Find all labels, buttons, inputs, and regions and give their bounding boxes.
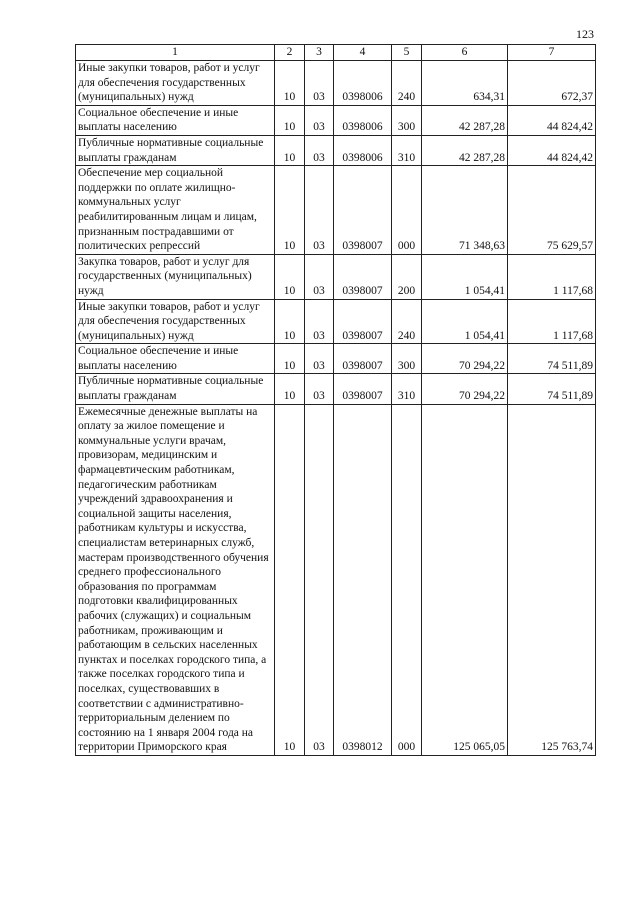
row-expense-type: 200 — [392, 254, 422, 299]
row-expense-type: 300 — [392, 344, 422, 374]
table-row — [76, 404, 596, 755]
table-header-row — [76, 45, 596, 61]
row-name: Закупка товаров, работ и услуг для государственных (муниципальных) нужд — [76, 254, 275, 299]
row-target-code: 0398006 — [334, 135, 392, 165]
table-row — [76, 299, 596, 344]
row-name: Иные закупки товаров, работ и услуг для обеспечения государственных (муниципальных) нужд — [76, 299, 275, 344]
row-subsection: 03 — [305, 404, 334, 755]
row-amount-year2: 74 511,89 — [508, 374, 596, 404]
column-header: 3 — [305, 45, 334, 61]
table-row — [76, 374, 596, 404]
row-amount-year2: 74 511,89 — [508, 344, 596, 374]
row-expense-type: 000 — [392, 166, 422, 255]
row-section: 10 — [275, 299, 305, 344]
row-subsection: 03 — [305, 166, 334, 255]
row-amount-year2: 1 117,68 — [508, 254, 596, 299]
row-amount-year1: 42 287,28 — [422, 105, 508, 135]
row-amount-year1: 71 348,63 — [422, 166, 508, 255]
column-header: 7 — [508, 45, 596, 61]
row-expense-type: 000 — [392, 404, 422, 755]
row-subsection: 03 — [305, 135, 334, 165]
row-subsection: 03 — [305, 105, 334, 135]
row-section: 10 — [275, 166, 305, 255]
row-amount-year1: 1 054,41 — [422, 254, 508, 299]
row-target-code: 0398007 — [334, 344, 392, 374]
row-name: Ежемесячные денежные выплаты на оплату за жилое помещение и коммунальные услуги врачам, провизорам, медицинским и фармацевтическим работникам, педагогическим работникам учреждений здравоохранения и социальной защиты населения, работникам культуры и искусства, специалистам ветеринарных служб, мастерам производственного обучения среднего профессионального образования по программам подготовки квалифицированных рабочих (служащих) и социальным работникам, проживающим и работающим в сельских населенных пунктах и поселках городского типа, а также поселках городского типа и поселках, существовавших в соответствии с административно-территориальным делением по состоянию на 1 января 2004 года на территории Приморского края — [76, 404, 275, 755]
row-subsection: 03 — [305, 299, 334, 344]
table-row — [76, 105, 596, 135]
row-target-code: 0398006 — [334, 61, 392, 106]
column-header: 2 — [275, 45, 305, 61]
row-expense-type: 300 — [392, 105, 422, 135]
row-amount-year1: 42 287,28 — [422, 135, 508, 165]
row-amount-year2: 125 763,74 — [508, 404, 596, 755]
row-amount-year2: 672,37 — [508, 61, 596, 106]
row-target-code: 0398007 — [334, 299, 392, 344]
row-section: 10 — [275, 61, 305, 106]
row-target-code: 0398007 — [334, 254, 392, 299]
row-amount-year2: 44 824,42 — [508, 135, 596, 165]
row-amount-year2: 75 629,57 — [508, 166, 596, 255]
row-target-code: 0398007 — [334, 374, 392, 404]
row-section: 10 — [275, 374, 305, 404]
row-amount-year2: 44 824,42 — [508, 105, 596, 135]
table-row — [76, 61, 596, 106]
row-target-code: 0398007 — [334, 166, 392, 255]
row-section: 10 — [275, 404, 305, 755]
row-name: Социальное обеспечение и иные выплаты населению — [76, 105, 275, 135]
column-header: 4 — [334, 45, 392, 61]
row-amount-year1: 70 294,22 — [422, 344, 508, 374]
row-name: Публичные нормативные социальные выплаты гражданам — [76, 374, 275, 404]
table-row — [76, 344, 596, 374]
budget-table — [75, 44, 596, 756]
row-expense-type: 240 — [392, 61, 422, 106]
row-target-code: 0398012 — [334, 404, 392, 755]
row-amount-year2: 1 117,68 — [508, 299, 596, 344]
row-expense-type: 310 — [392, 374, 422, 404]
row-expense-type: 310 — [392, 135, 422, 165]
row-subsection: 03 — [305, 344, 334, 374]
table-row — [76, 135, 596, 165]
row-name: Иные закупки товаров, работ и услуг для обеспечения государственных (муниципальных) нужд — [76, 61, 275, 106]
row-name: Обеспечение мер социальной поддержки по оплате жилищно-коммунальных услуг реабилитированным лицам и лицам, признанным пострадавшими от политических репрессий — [76, 166, 275, 255]
table-row — [76, 254, 596, 299]
row-subsection: 03 — [305, 254, 334, 299]
row-expense-type: 240 — [392, 299, 422, 344]
row-target-code: 0398006 — [334, 105, 392, 135]
page-number: 123 — [576, 27, 594, 41]
column-header: 1 — [76, 45, 275, 61]
row-amount-year1: 1 054,41 — [422, 299, 508, 344]
table-row — [76, 166, 596, 255]
row-name: Публичные нормативные социальные выплаты гражданам — [76, 135, 275, 165]
row-amount-year1: 634,31 — [422, 61, 508, 106]
row-section: 10 — [275, 105, 305, 135]
row-name: Социальное обеспечение и иные выплаты населению — [76, 344, 275, 374]
row-subsection: 03 — [305, 374, 334, 404]
row-subsection: 03 — [305, 61, 334, 106]
row-section: 10 — [275, 344, 305, 374]
column-header: 6 — [422, 45, 508, 61]
row-section: 10 — [275, 135, 305, 165]
column-header: 5 — [392, 45, 422, 61]
row-amount-year1: 125 065,05 — [422, 404, 508, 755]
row-amount-year1: 70 294,22 — [422, 374, 508, 404]
row-section: 10 — [275, 254, 305, 299]
